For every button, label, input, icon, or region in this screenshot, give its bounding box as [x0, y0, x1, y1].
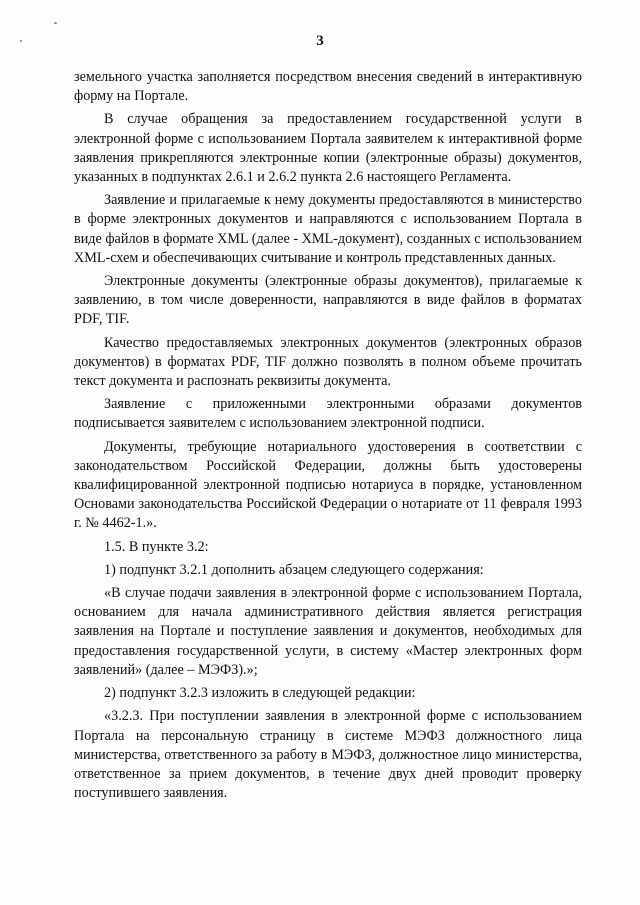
- paragraph: В случае обращения за предоставлением государственной услуги в электронной форме с использованием Портала заявителем к интерактивной форме заявления прикрепляются электронные копии (электронные образы) документов, указанных в подпунктах 2.6.1 и 2.6.2 пункта 2.6 настоящего Регламента.: [74, 111, 582, 186]
- paragraph: 1.5. В пункте 3.2:: [104, 538, 209, 555]
- paragraph: Документы, требующие нотариального удостоверения в соответствии с законодательством Российской Федерации, должны быть удостоверены квалифицированной электронной подписью нотариуса в порядке, установленном Основами законодательства Российской Федерации о нотариате от 11 февраля 1993 г. № 4462-1.».: [74, 438, 582, 532]
- paragraph: Электронные документы (электронные образы документов), прилагаемые к заявлению, в том числе доверенности, направляются в виде файлов в форматах PDF, TIF.: [74, 273, 582, 328]
- paragraph: Качество предоставляемых электронных документов (электронных образов документов) в форматах PDF, TIF должно позволять в полном объеме прочитать текст документа и распознать реквизиты документа.: [74, 334, 582, 390]
- paragraph: «В случае подачи заявления в электронной форме с использованием Портала, основанием для начала административного действия является регистрация заявления на Портале и поступление заявления и документов, необходимых для предоставления государственной услуги, в систему «Мастер электронных форм заявлений» (далее – МЭФЗ).»;: [74, 585, 582, 678]
- paragraph: земельного участка заполняется посредством внесения сведений в интерактивную форму на Портале.: [74, 69, 582, 105]
- page-number: 3: [316, 33, 324, 49]
- paragraph: «3.2.3. При поступлении заявления в электронной форме с использованием Портала на персональную страницу в системе МЭФЗ должностного лица министерства, ответственного за работу в МЭФЗ, должностное лицо министерства, ответственное за прием документов, в течение двух дней проводит проверку поступившего заявления.: [74, 708, 582, 802]
- paragraph: 2) подпункт 3.2.3 изложить в следующей редакции:: [104, 685, 416, 702]
- paragraph: Заявление и прилагаемые к нему документы предоставляются в министерство в форме электронных документов и направляются с использованием Портала в виде файлов в формате XML (далее - XML-документ), созданных с использованием XML-схем и обеспечивающих считывание и контроль представленных данных.: [74, 192, 582, 266]
- paragraph: Заявление с приложенными электронными образами документов подписывается заявителем с использованием электронной подписи.: [74, 396, 582, 432]
- paragraph: 1) подпункт 3.2.1 дополнить абзацем следующего содержания:: [104, 561, 484, 578]
- document-body: [74, 68, 582, 807]
- scan-speck: [54, 22, 57, 24]
